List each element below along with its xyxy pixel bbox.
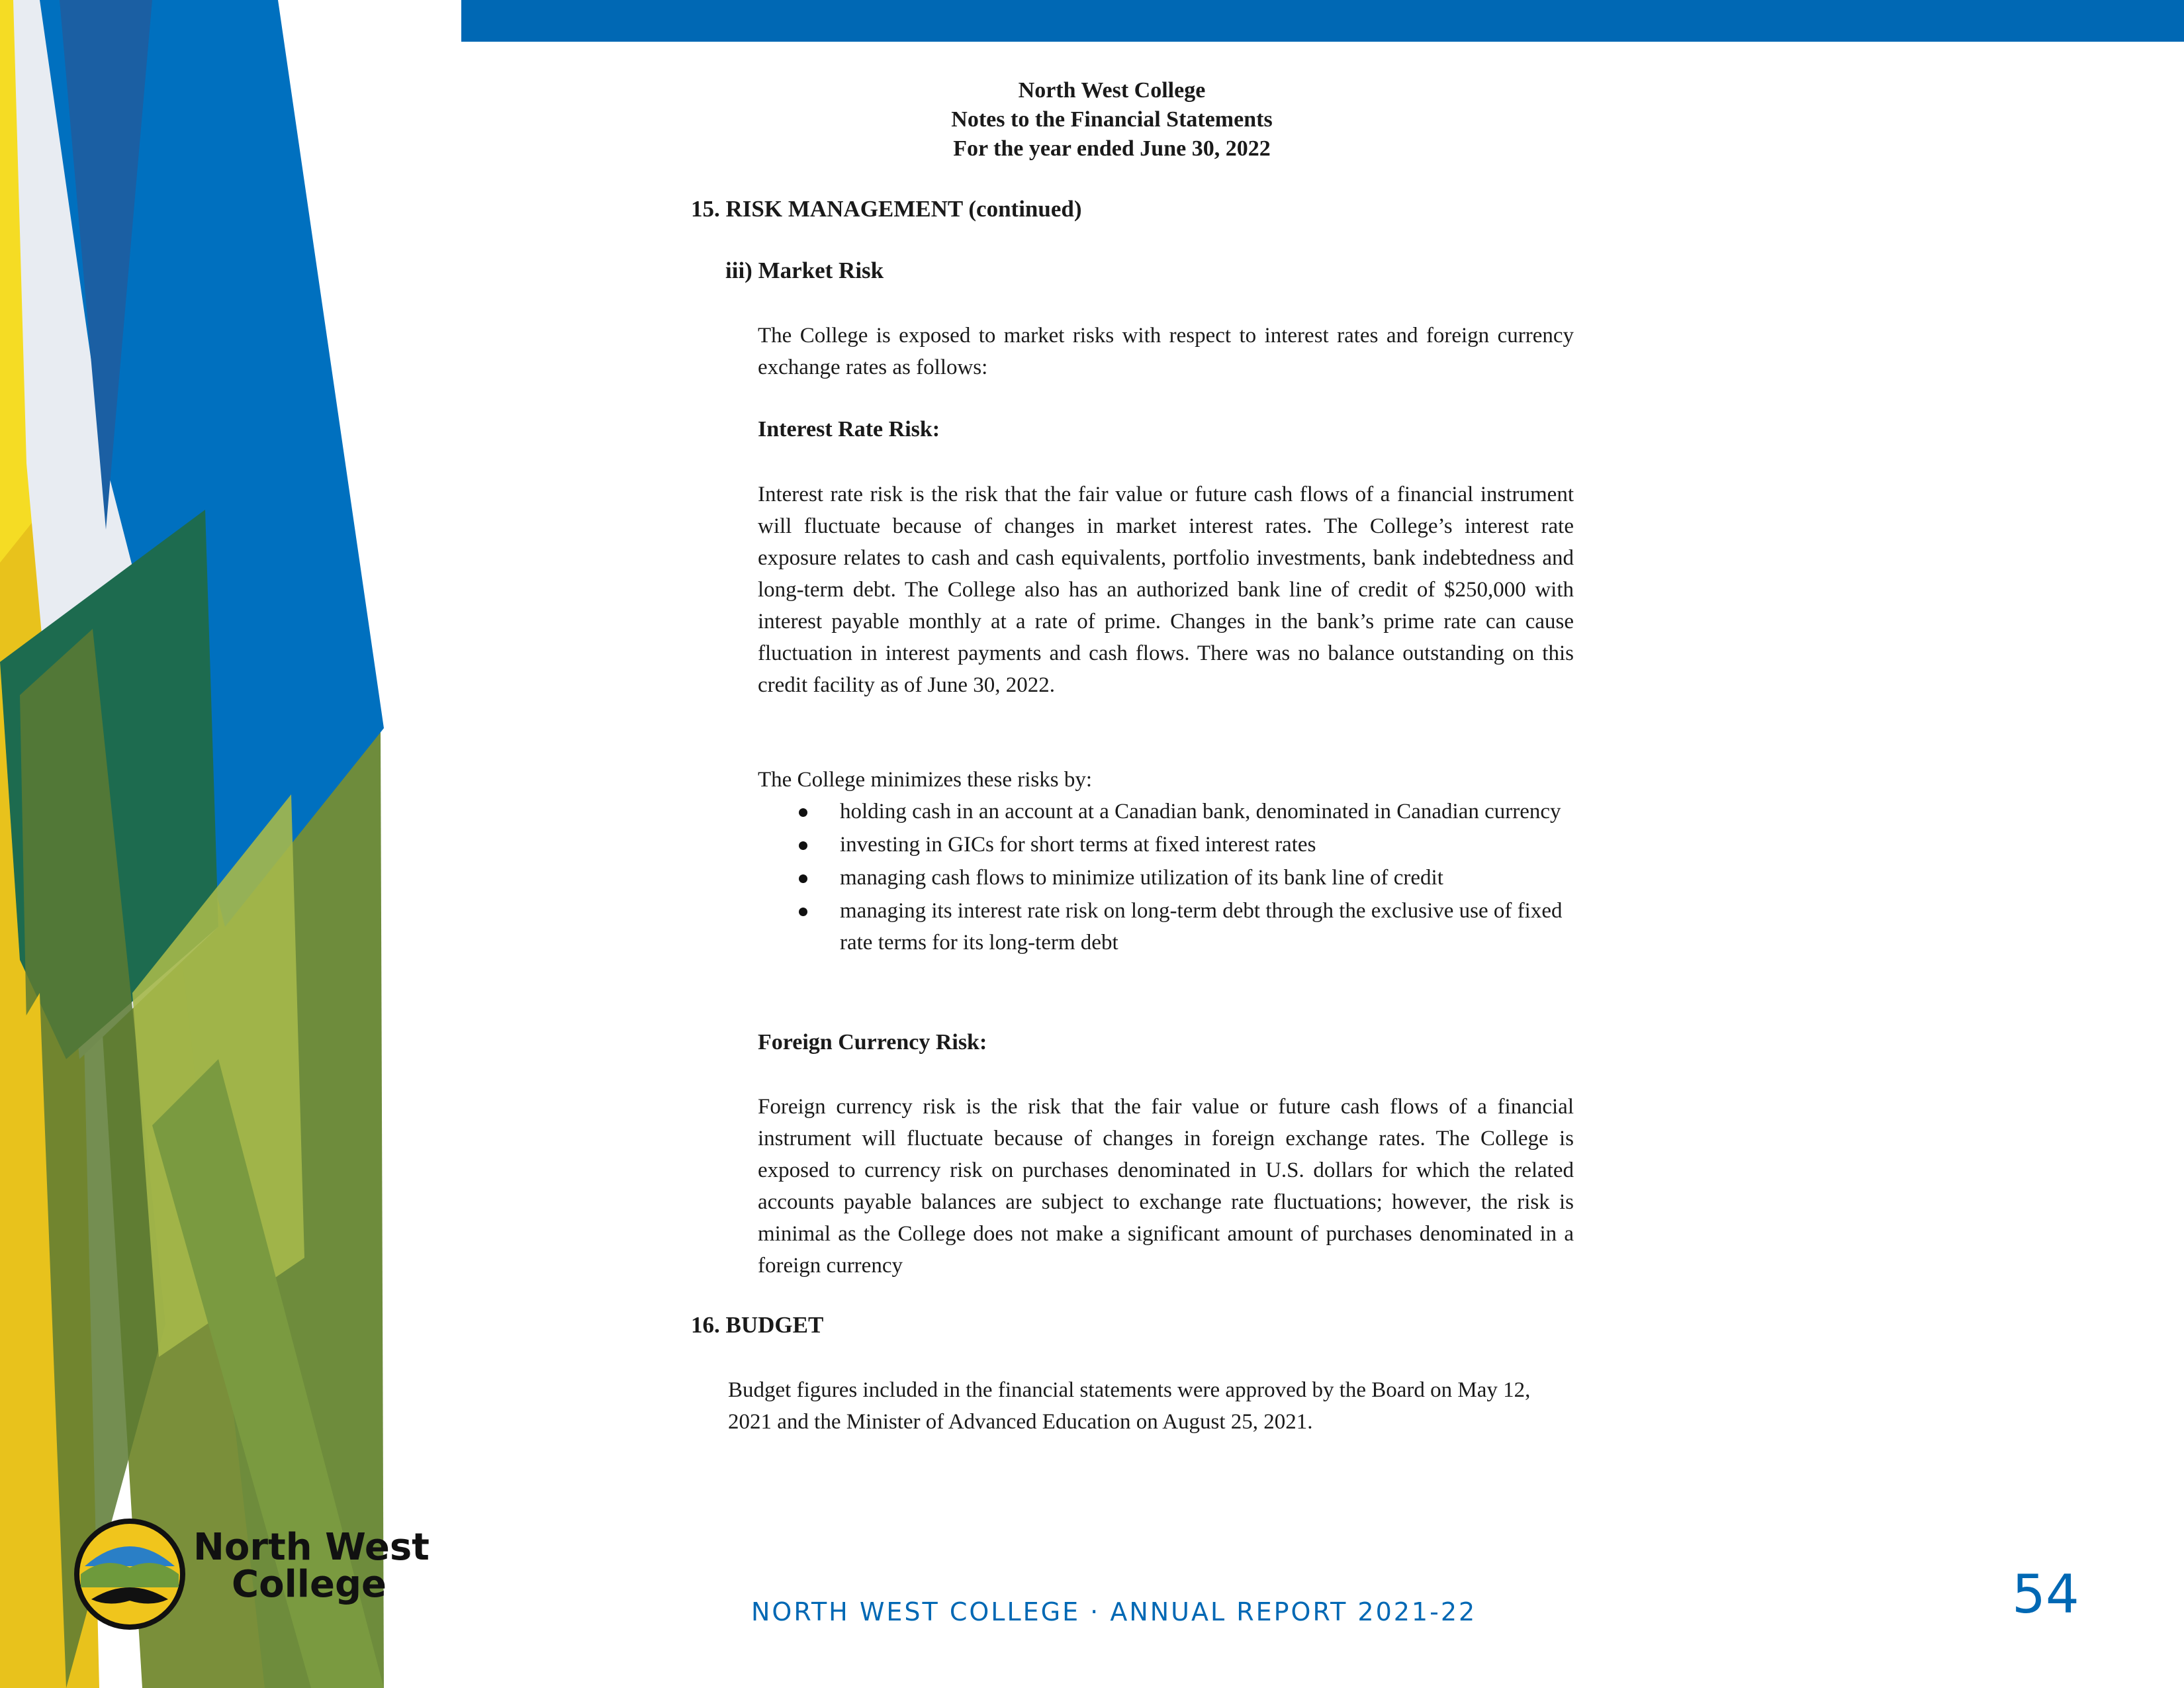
list-item: [758, 862, 1578, 894]
interest-rate-risk-body: Interest rate risk is the risk that the fair value or future cash flows of a financial instrument will fluctuate because of changes in market interest rates. The College’s interest rate exposure relates to cash and cash equivalents, portfolio investments, bank indebtedness and long-term debt. The College also has an authorized bank line of credit of $250,000 with interest payable monthly at a rate of prime. Changes in the bank’s prime rate can cause fluctuation in interest payments and cash flows. There was no balance outstanding on this credit facility as of June 30, 2022.: [758, 483, 1574, 697]
interest-rate-risk-heading: Interest Rate Risk:: [758, 417, 940, 442]
list-item-text: managing cash flows to minimize utilization of its bank line of credit: [840, 866, 1443, 890]
section-16-heading: 16. BUDGET: [691, 1312, 824, 1338]
bullet-icon: [799, 808, 807, 817]
minimize-list: [758, 796, 1578, 960]
bullet-icon: [799, 908, 807, 916]
logo-line2: College: [232, 1563, 387, 1606]
decorative-banner: [0, 0, 384, 1688]
budget-body: Budget figures included in the financial statements were approved by the Board on May 12, 2021 and the Minister of Advanced Education on August 25, 2021.: [728, 1378, 1531, 1434]
org-name: North West College: [1018, 78, 1206, 103]
list-item-text: managing its interest rate risk on long-term debt through the exclusive use of fixed rate terms for its long-term debt: [840, 899, 1563, 955]
footer-label: NORTH WEST COLLEGE · ANNUAL REPORT 2021-22: [751, 1597, 1477, 1626]
market-risk-intro: The College is exposed to market risks with respect to interest rates and foreign currency exchange rates as follows:: [758, 324, 1574, 379]
bullet-icon: [799, 841, 807, 850]
minimize-intro: The College minimizes these risks by:: [758, 768, 1092, 792]
bullet-icon: [799, 874, 807, 883]
list-item: [758, 796, 1578, 827]
list-item-text: holding cash in an account at a Canadian bank, denominated in Canadian currency: [840, 800, 1561, 823]
section-15-heading: 15. RISK MANAGEMENT (continued): [691, 196, 1082, 222]
market-risk-heading: iii) Market Risk: [725, 258, 884, 283]
logo-wordmark: [193, 1526, 430, 1606]
page-number: 54: [2012, 1564, 2079, 1625]
foreign-currency-risk-heading: Foreign Currency Risk:: [758, 1030, 987, 1055]
reporting-period: For the year ended June 30, 2022: [953, 136, 1271, 161]
document-title: Notes to the Financial Statements: [951, 107, 1273, 132]
list-item-text: investing in GICs for short terms at fixed interest rates: [840, 833, 1316, 857]
top-bar: [461, 0, 2184, 42]
list-item: [758, 895, 1578, 959]
foreign-currency-risk-body: Foreign currency risk is the risk that the fair value or future cash flows of a financial instrument will fluctuate because of changes in foreign exchange rates. The College is exposed to currency risk on purchases denominated in U.S. dollars for which the related accounts payable balances are subject to exchange rate fluctuations; however, the risk is minimal as the College does not make a significant amount of purchases denominated in a foreign currency: [758, 1095, 1574, 1278]
logo-line1: North West: [193, 1526, 430, 1569]
list-item: [758, 829, 1578, 861]
